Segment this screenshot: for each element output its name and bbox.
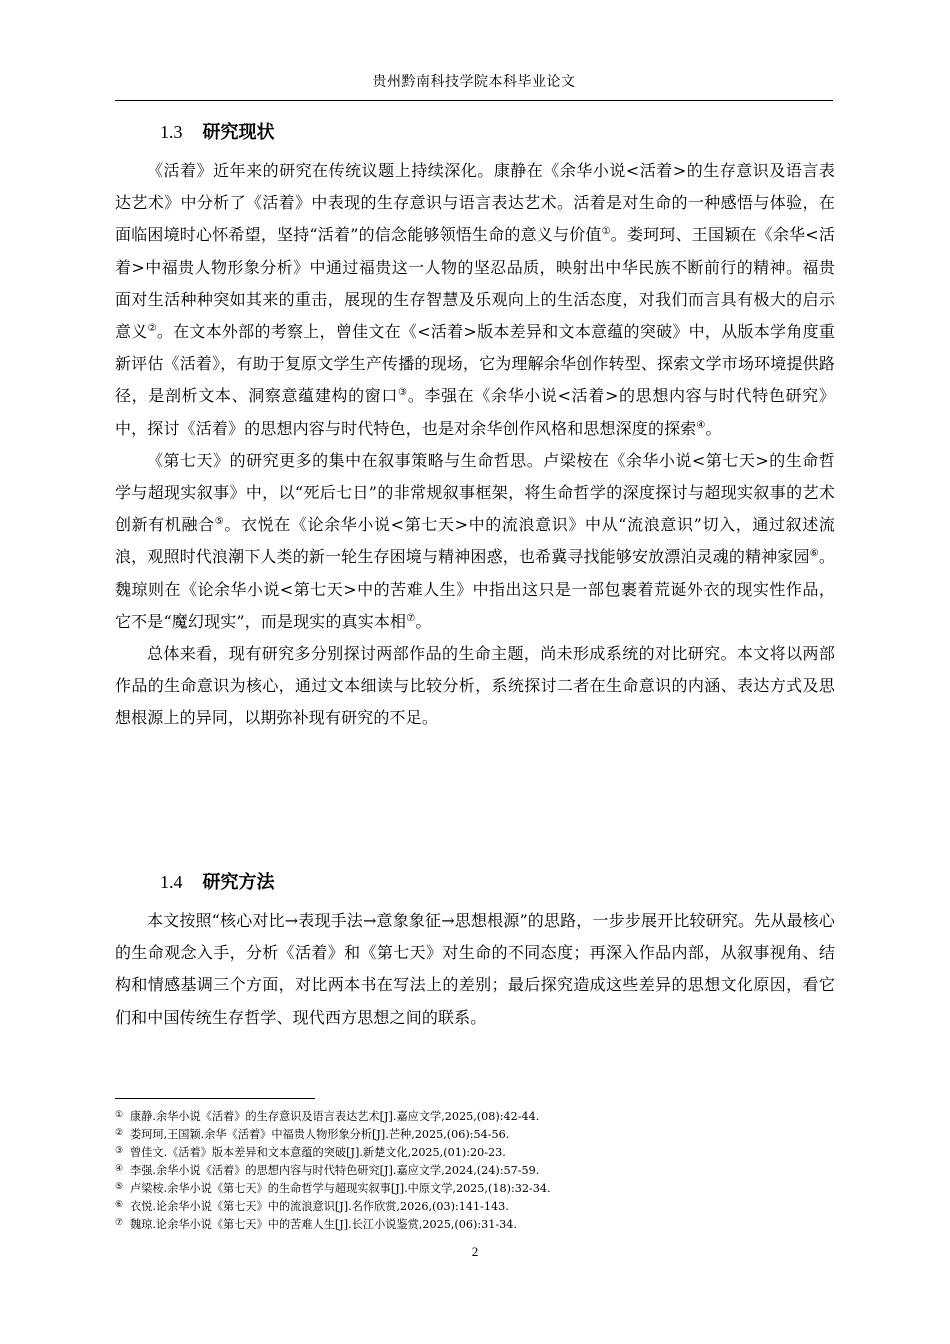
section-title: 研究方法	[202, 872, 275, 893]
footnotes	[115, 1107, 835, 1233]
footnote-mark: ⑤	[115, 1182, 124, 1192]
section-body-1-4	[115, 905, 835, 1034]
text-run: 《第七天》的研究更多的集中在叙事策略与生命哲思。卢梁桉在《余华小说<第七天>的生命哲学与超现实叙事》中，以“死后七日”的非常规叙事框架，将生命哲学的深度探讨与超现实叙事的艺术创新有机融合	[115, 450, 835, 535]
footnote-item	[115, 1107, 835, 1125]
footnote-item	[115, 1125, 835, 1143]
section-title: 研究现状	[202, 122, 275, 143]
page-number: 2	[471, 1244, 479, 1259]
footnote-text: 康静.余华小说《活着》的生存意识及语言表达艺术[J].嘉应文学,2025,(08):42-44.	[130, 1110, 540, 1123]
footnote-text: 衣悦.论余华小说《第七天》中的流浪意识[J].名作欣赏,2026,(03):141-143.	[130, 1200, 509, 1213]
footnote-text: 曾佳文.《活着》版本差异和文本意蕴的突破[J].新楚文化,2025,(01):20-23.	[130, 1146, 506, 1159]
text-run: 《活着》近年来的研究在传统议题上持续深化。康静在《余华小说<活着>的生存意识及语言表达艺术》中分析了《活着》中表现的生存意识与语言表达艺术。活着是对生命的一种感悟与体验，在面临困境时心怀希望，坚持“活着”的信念能够领悟生命的意义与价值	[115, 161, 835, 245]
footnote-mark: ①	[115, 1110, 124, 1120]
footnote-ref[interactable]: ⑥	[809, 548, 819, 560]
footnote-divider	[115, 1098, 315, 1099]
section-body-1-3	[115, 155, 835, 735]
footnote-text: 李强.余华小说《活着》的思想内容与时代特色研究[J].嘉应文学,2024,(24):57-59.	[130, 1164, 540, 1177]
paragraph	[115, 445, 835, 638]
footnote-ref[interactable]: ⑦	[406, 612, 416, 624]
footnote-item	[115, 1215, 835, 1233]
text-run: 。李强在《余华小说<活着>的思想内容与时代特色研究》中，探讨《活着》的思想内容与时代特色，也是对余华创作风格和思想深度的探索	[115, 386, 835, 438]
footnote-mark: ④	[115, 1164, 124, 1174]
footnote-ref[interactable]: ①	[601, 226, 611, 238]
footnote-mark: ⑦	[115, 1218, 124, 1228]
text-run: 。	[415, 611, 432, 631]
footnote-text: 魏琼.论余华小说《第七天》中的苦难人生[J].长江小说鉴赏,2025,(06):31-34.	[130, 1218, 517, 1231]
footnote-ref[interactable]: ④	[696, 419, 706, 431]
section-number: 1.3	[160, 122, 183, 142]
footnote-text: 卢梁桉.余华小说《第七天》的生命哲学与超现实叙事[J].中原文学,2025,(18):32-34.	[130, 1182, 551, 1195]
footnote-item	[115, 1161, 835, 1179]
paragraph	[115, 638, 835, 735]
text-run: 。	[705, 418, 722, 438]
footnote-item	[115, 1197, 835, 1215]
text-run: 。魏琼则在《论余华小说<第七天>中的苦难人生》中指出这只是一部包裹着荒诞外衣的现实性作品，它不是“魔幻现实”，而是现实的真实本相	[115, 547, 835, 631]
footnote-ref[interactable]: ⑤	[214, 516, 225, 528]
footnote-item	[115, 1143, 835, 1161]
section-heading-1-3	[160, 120, 275, 145]
footnote-mark: ②	[115, 1128, 124, 1138]
text-run: 。娄珂珂、王国颖在《余华<活着>中福贵人物形象分析》中通过福贵这一人物的坚忍品质，映射出中华民族不断前行的精神。福贵面对生活种种突如其来的重击，展现的生存智慧及乐观向上的生活态度，对我们而言具有极大的启示意义	[115, 225, 835, 342]
running-header: 贵州黔南科技学院本科毕业论文	[372, 74, 576, 90]
text-run: 。在文本外部的考察上，曾佳文在《<活着>版本差异和文本意蕴的突破》中，从版本学角度重新评估《活着》，有助于复原文学生产传播的现场，它为理解余华创作转型、探索文学市场环境提供路径，是剖析文本、洞察意蕴建构的窗口	[115, 322, 835, 406]
footnote-ref[interactable]: ③	[398, 387, 408, 399]
footnote-mark: ⑥	[115, 1200, 124, 1210]
footnote-item	[115, 1179, 835, 1197]
footnote-text: 娄珂珂,王国颖.余华《活着》中福贵人物形象分析[J].芒种,2025,(06):54-56.	[130, 1128, 510, 1141]
paragraph	[115, 155, 835, 445]
footnote-ref[interactable]: ②	[147, 323, 157, 335]
section-number: 1.4	[160, 872, 183, 892]
text-run: 。衣悦在《论余华小说<第七天>中的流浪意识》中从“流浪意识”切入，通过叙述流浪，观照时代浪潮下人类的新一轮生存困境与精神困惑，也希冀寻找能够安放漂泊灵魂的精神家园	[115, 515, 836, 567]
text-run: 总体来看，现有研究多分别探讨两部作品的生命主题，尚未形成系统的对比研究。本文将以两部作品的生命意识为核心，通过文本细读与比较分析，系统探讨二者在生命意识的内涵、表达方式及思想根源上的异同，以期弥补现有研究的不足。	[115, 644, 835, 728]
text-run: 本文按照“核心对比→表现手法→意象象征→思想根源”的思路，一步步展开比较研究。先从最核心的生命观念入手，分析《活着》和《第七天》对生命的不同态度；再深入作品内部，从叙事视角、结构和情感基调三个方面，对比两本书在写法上的差别；最后探究造成这些差异的思想文化原因，看它们和中国传统生存哲学、现代西方思想之间的联系。	[115, 911, 835, 1027]
footnote-mark: ③	[115, 1146, 124, 1156]
section-heading-1-4	[160, 870, 275, 895]
header-divider	[115, 100, 833, 101]
paragraph	[115, 905, 835, 1034]
